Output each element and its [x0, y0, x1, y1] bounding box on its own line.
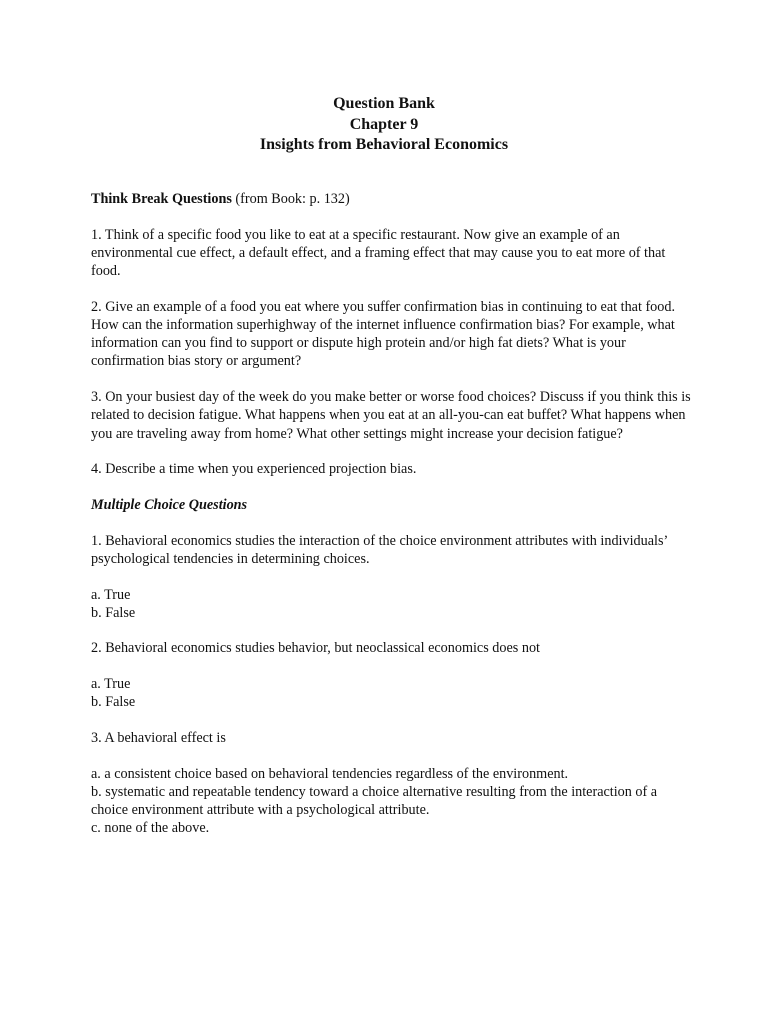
title-chapter: Chapter 9 — [349, 115, 419, 133]
mc-question-2-option-a: a. True — [91, 676, 131, 693]
mc-question-3-option-b: b. systematic and repeatable tendency toward a choice alternative resulting from the interaction of a choice environment attribute with a psychological attribute. — [91, 783, 658, 819]
mc-question-1-option-b: b. False — [91, 604, 136, 621]
mc-question-1-options — [91, 586, 691, 622]
think-break-source: (from Book: p. 132) — [231, 191, 350, 207]
think-break-question-1: 1. Think of a specific food you like to eat at a specific restaurant. Now give an example of an environmental cue effect, a default effect, and a framing effect that may cause you to eat more of that food. — [91, 226, 666, 280]
mc-question-3-option-a: a. a consistent choice based on behavioral tendencies regardless of the environment. — [91, 765, 569, 782]
think-break-question-3: 3. On your busiest day of the week do you make better or worse food choices? Discuss if you think this is related to decision fatigue. What happens when you eat at an all-you-can eat buffet? What happens when you are traveling away from home? What other settings might increase your decision fatigue? — [91, 389, 691, 442]
mc-question-2-stem: 2. Behavioral economics studies behavior, but neoclassical economics does not — [91, 640, 540, 657]
think-break-heading-line — [91, 190, 691, 208]
document-body — [91, 190, 691, 855]
mc-question-1-option-a: a. True — [91, 586, 131, 603]
mc-question-3-options — [91, 765, 691, 838]
mc-question-2-option-b: b. False — [91, 694, 136, 711]
mc-question-1-stem: 1. Behavioral economics studies the interaction of the choice environment attributes with individuals’ psychological tendencies in determining choices. — [91, 532, 668, 567]
think-break-question-2: 2. Give an example of a food you eat where you suffer confirmation bias in continuing to eat that food. How can the information superhighway of the internet influence confirmation bias? For example, what information can you find to support or dispute high protein and/or high fat diets? What is your confirmation bias story or argument? — [91, 298, 676, 370]
title-chapter-name: Insights from Behavioral Economics — [259, 136, 509, 153]
title-question-bank: Question Bank — [333, 95, 435, 112]
think-break-heading: Think Break Questions — [91, 191, 232, 207]
mc-question-3-stem: 3. A behavioral effect is — [91, 730, 226, 747]
mc-question-3-option-c: c. none of the above. — [91, 820, 210, 837]
mc-question-2-options — [91, 675, 691, 711]
document-title-block — [0, 94, 768, 156]
multiple-choice-heading: Multiple Choice Questions — [91, 496, 248, 513]
think-break-question-4: 4. Describe a time when you experienced projection bias. — [91, 461, 417, 478]
